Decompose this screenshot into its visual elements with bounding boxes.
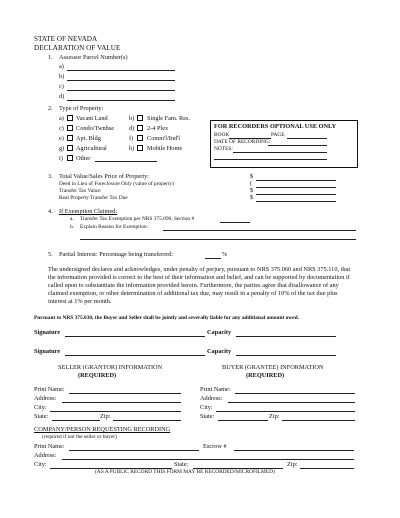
section-4-number: 4. <box>48 208 53 215</box>
notes-field[interactable] <box>233 152 327 153</box>
liability-statement: Pursuant to NRS 375.030, the Buyer and Seller shall be jointly and severally liable for any additional amount owed. <box>34 315 299 321</box>
exemption-reason-field[interactable] <box>163 230 356 231</box>
tax-due-label: Real Property Transfer Tax Due <box>59 195 128 201</box>
property-letter-c: c) <box>59 125 64 132</box>
recorders-page-label: PAGE <box>271 132 285 138</box>
seller-required: (REQUIRED) <box>78 372 117 379</box>
property-type-checkbox-apt[interactable] <box>67 135 73 141</box>
company-name-label: Print Name: <box>34 443 65 450</box>
buyer-zip-label: Zip: <box>269 413 280 420</box>
property-type-checkbox-commercial[interactable] <box>137 135 143 141</box>
buyer-address-field[interactable] <box>228 402 355 403</box>
partial-interest-label: Partial Interest: Percentage being transferred: <box>59 251 173 258</box>
deed-in-lieu-label: Deed in Lieu of Foreclosure Only (value of property) <box>59 181 174 187</box>
property-type-label-mobile-home: Mobile Home <box>147 145 183 152</box>
section-2-number: 2. <box>48 105 53 112</box>
signature-label-1: Signature <box>34 329 61 336</box>
company-heading: COMPANY/PERSON REQUESTING RECORDING <box>34 426 171 433</box>
recording-date-field[interactable] <box>268 145 327 146</box>
section-1-number: 1. <box>48 54 53 61</box>
buyer-city-label: City: <box>200 404 213 411</box>
company-address-label: Address: <box>34 452 57 459</box>
section-3-label: Total Value/Sales Price of Property: <box>59 173 150 180</box>
property-type-checkbox-vacant-land[interactable] <box>67 115 73 121</box>
transfer-tax-dollar: $ <box>250 187 254 194</box>
seller-state-field[interactable] <box>52 420 100 421</box>
recorders-book-label: BOOK <box>214 132 230 138</box>
property-type-checkbox-agricultural[interactable] <box>67 145 73 151</box>
section-5-number: 5. <box>48 251 53 258</box>
seller-name-label: Print Name: <box>34 386 65 393</box>
property-type-checkbox-other[interactable] <box>67 155 73 161</box>
capacity-field-2[interactable] <box>236 355 336 356</box>
section-1-label: Assessor Parcel Number(s) <box>59 54 128 61</box>
percent-sign: % <box>222 251 228 258</box>
property-type-checkbox-plex[interactable] <box>137 125 143 131</box>
total-value-dollar: $ <box>250 173 254 180</box>
seller-zip-label: Zip: <box>100 413 111 420</box>
buyer-name-field[interactable] <box>235 393 355 394</box>
section-3-number: 3. <box>48 173 53 180</box>
parcel-number-field-c[interactable] <box>67 90 175 91</box>
seller-zip-field[interactable] <box>113 420 181 421</box>
property-letter-f: f) <box>129 135 134 142</box>
capacity-field-1[interactable] <box>236 336 336 337</box>
page-field[interactable] <box>287 138 327 139</box>
parcel-d-letter: d) <box>59 93 65 100</box>
escrow-number-field[interactable] <box>234 450 354 451</box>
buyer-zip-field[interactable] <box>282 420 355 421</box>
buyer-heading: BUYER (GRANTEE) INFORMATION <box>222 364 324 371</box>
signature-field-1[interactable] <box>65 336 205 337</box>
property-type-label-commercial: Comm'l/Ind'l <box>147 135 181 142</box>
seller-address-field[interactable] <box>62 402 181 403</box>
other-property-field[interactable] <box>95 161 157 162</box>
signature-label-2: Signature <box>34 348 61 355</box>
property-type-label-vacant-land: Vacant Land <box>76 115 108 122</box>
recorders-title: FOR RECORDERS OPTIONAL USE ONLY <box>214 123 337 130</box>
escrow-label: Escrow # <box>203 443 227 450</box>
property-letter-d: d) <box>129 125 135 132</box>
exemption-section-field[interactable] <box>220 222 250 223</box>
tax-due-field[interactable] <box>256 201 336 202</box>
seller-city-field[interactable] <box>50 411 181 412</box>
seller-name-field[interactable] <box>69 393 181 394</box>
capacity-label-1: Capacity <box>207 329 232 336</box>
parcel-number-field-b[interactable] <box>67 80 175 81</box>
property-type-checkbox-mobile-home[interactable] <box>137 145 143 151</box>
deed-value-paren: ( <box>250 180 253 187</box>
seller-city-label: City: <box>34 404 47 411</box>
total-value-field[interactable] <box>256 180 336 181</box>
seller-heading: SELLER (GRANTOR) INFORMATION <box>58 364 163 371</box>
exemption-reason-label: Explain Reason for Exemption: <box>80 224 149 230</box>
company-name-field[interactable] <box>69 450 199 451</box>
parcel-a-letter: a) <box>59 63 64 70</box>
exemption-b-letter: b. <box>70 224 75 230</box>
tax-due-dollar: $ <box>250 194 254 201</box>
transfer-tax-value-label: Transfer Tax Value: <box>59 188 102 194</box>
property-letter-h: h) <box>129 145 135 152</box>
property-type-label-other: Other <box>76 155 91 162</box>
seller-state-label: State: <box>34 413 49 420</box>
state-heading: STATE OF NEVADA <box>34 35 98 43</box>
buyer-address-label: Address: <box>200 395 223 402</box>
deed-value-field[interactable] <box>256 187 336 188</box>
transfer-tax-value-field[interactable] <box>256 194 336 195</box>
exemption-section-label: Transfer Tax Exemption per NRS 375.090, Section # <box>80 216 195 222</box>
company-state-label: State: <box>174 461 189 468</box>
company-subheading: (required if not the seller or buyer) <box>42 434 117 440</box>
seller-address-label: Address: <box>34 395 57 402</box>
exemption-reason-field-2[interactable] <box>80 239 356 240</box>
property-type-checkbox-condo[interactable] <box>67 125 73 131</box>
parcel-number-field-a[interactable] <box>67 70 175 71</box>
property-letter-g: g) <box>59 145 65 152</box>
buyer-name-label: Print Name: <box>200 386 231 393</box>
exemption-a-letter: a. <box>70 216 74 222</box>
property-type-checkbox-single-fam[interactable] <box>137 115 143 121</box>
company-zip-field[interactable] <box>300 468 354 469</box>
property-type-label-condo: Condo/Twnhse <box>76 125 115 132</box>
company-zip-label: Zip: <box>287 461 298 468</box>
property-type-label-agricultural: Agricultural <box>76 145 107 152</box>
parcel-b-letter: b) <box>59 73 65 80</box>
property-type-label-single-fam: Single Fam. Res. <box>147 115 191 122</box>
parcel-c-letter: c) <box>59 83 64 90</box>
signature-field-2[interactable] <box>65 355 205 356</box>
partial-interest-field[interactable] <box>205 258 221 259</box>
public-record-footer: (AS A PUBLIC RECORD THIS FORM MAY BE RECORDED/MICROFILMED) <box>95 469 275 475</box>
company-city-label: City: <box>34 461 47 468</box>
recording-date-label: DATE OF RECORDING: <box>214 139 271 145</box>
capacity-label-2: Capacity <box>207 348 232 355</box>
form-title: DECLARATION OF VALUE <box>34 44 121 52</box>
notes-label: NOTES: <box>214 146 233 152</box>
property-type-label-apt: Apt. Bldg <box>76 135 101 142</box>
buyer-city-field[interactable] <box>216 411 355 412</box>
declaration-paragraph: The undersigned declares and acknowledges, under penalty of perjury, pursuant to NRS 375.060 and NRS 375.110, that the information provided is correct to the best of their information and belief, and can be supported by documentation if called upon to substantiate the information provided herein. Furthermore, the parties agree that disallowance of any claimed exemption, or other determination of additional tax due, may result in a penalty of 10% of the tax due plus interest at 1% per month. <box>48 266 351 306</box>
buyer-state-label: State: <box>200 413 215 420</box>
buyer-state-field[interactable] <box>218 420 268 421</box>
property-letter-e: e) <box>59 135 64 142</box>
buyer-required: (REQUIRED) <box>246 372 285 379</box>
property-letter-b: b) <box>129 115 135 122</box>
notes-field-line-2[interactable] <box>214 159 327 160</box>
property-type-label-plex: 2-4 Plex <box>147 125 169 132</box>
parcel-number-field-d[interactable] <box>67 100 175 101</box>
property-letter-i: i) <box>59 155 63 162</box>
property-letter-a: a) <box>59 115 64 122</box>
section-2-label: Type of Property: <box>59 105 104 112</box>
company-address-field[interactable] <box>62 459 354 460</box>
section-4-label: If Exemption Claimed: <box>59 208 118 215</box>
